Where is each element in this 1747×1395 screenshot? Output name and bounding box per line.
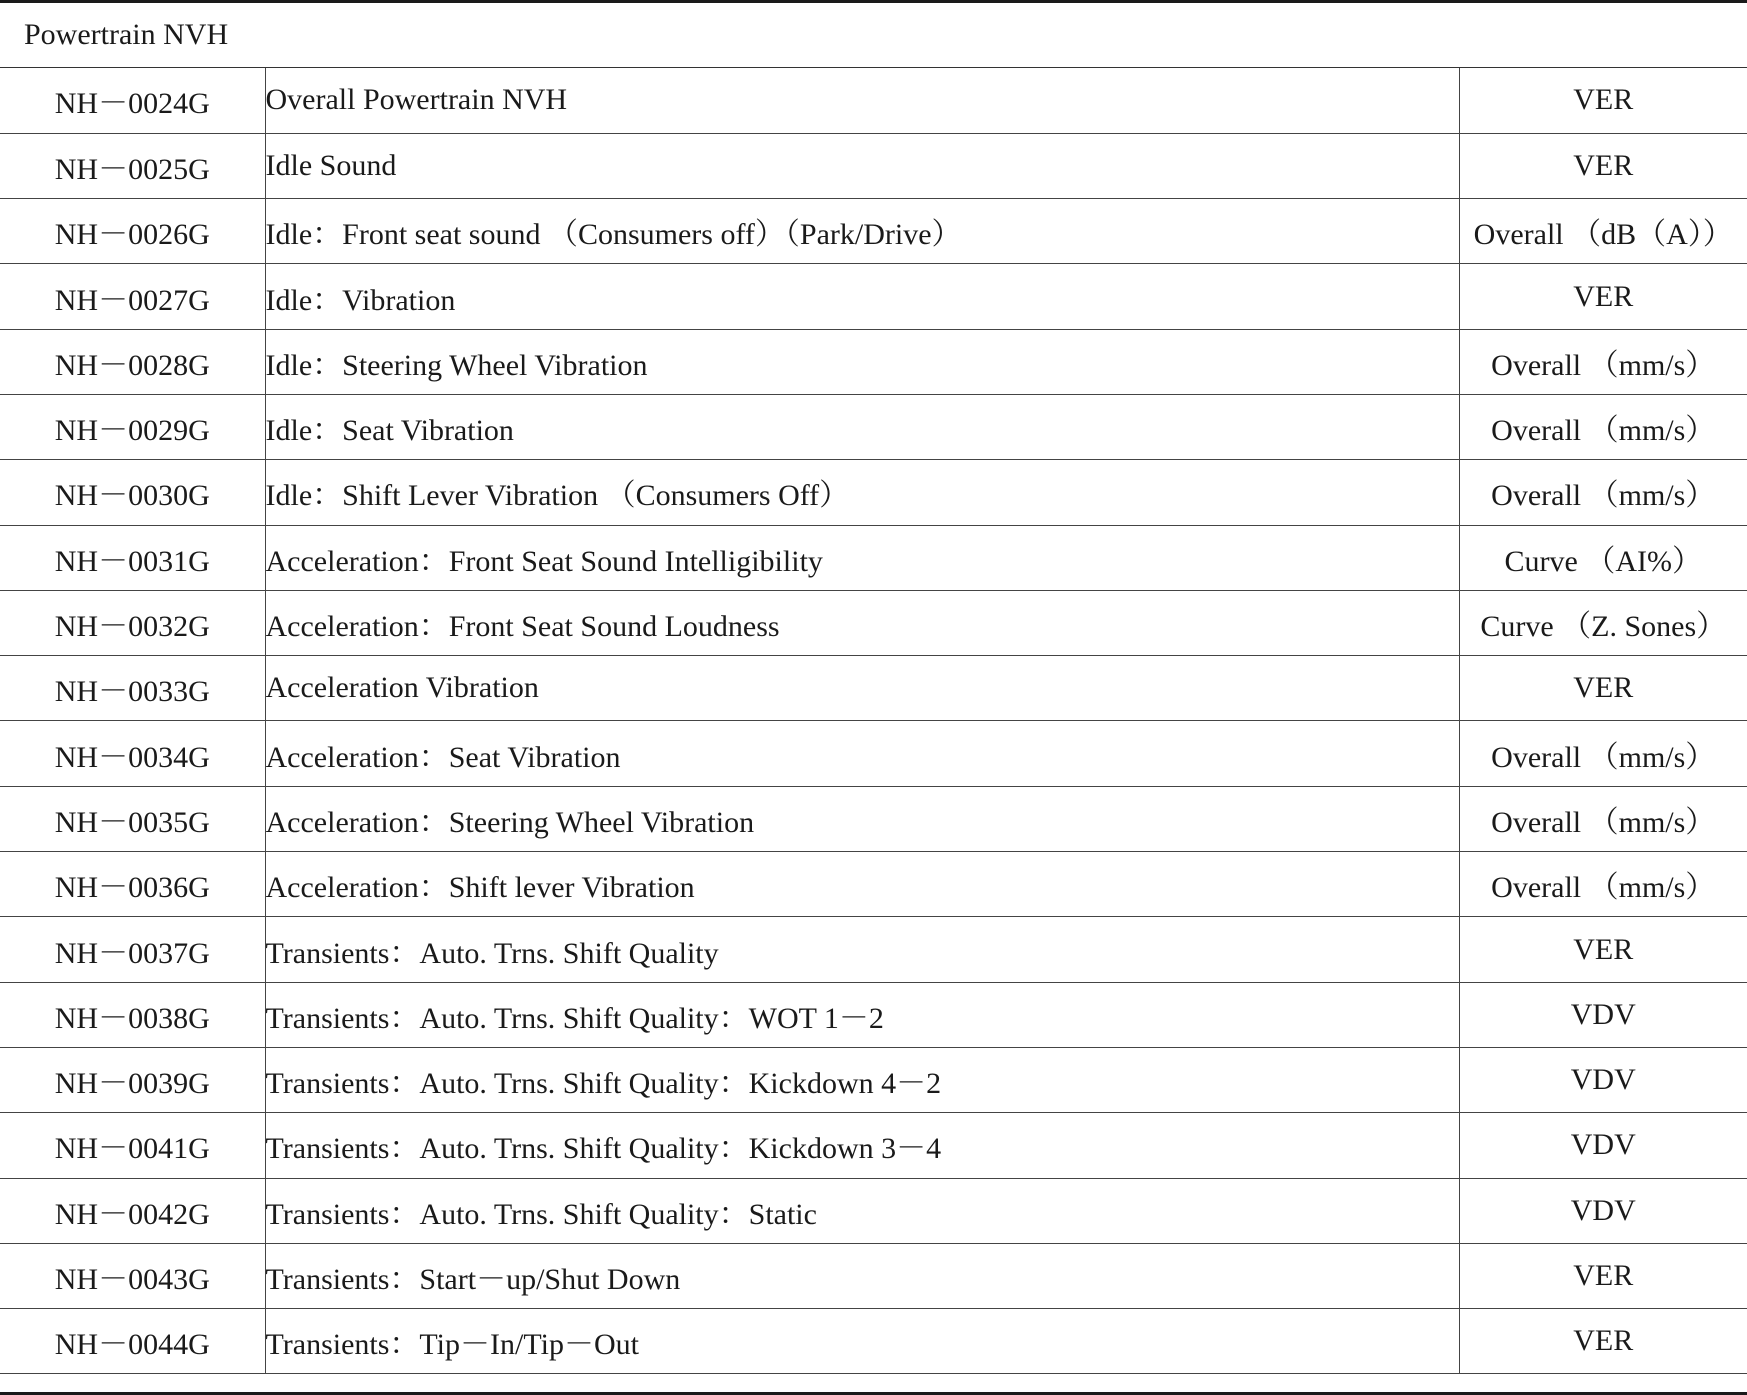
- table-row: [0, 852, 1747, 917]
- row-metric: VER: [1459, 656, 1747, 721]
- row-metric: Overall （dB（A））: [1459, 199, 1747, 264]
- row-code: NH－0042G: [0, 1178, 265, 1243]
- row-metric: Curve （AI%）: [1459, 525, 1747, 590]
- row-code: NH－0044G: [0, 1309, 265, 1374]
- row-description: Acceleration：Seat Vibration: [265, 721, 1459, 786]
- row-description: Idle：Vibration: [265, 264, 1459, 329]
- row-description: Transients：Auto. Trns. Shift Quality：Kickdown 3－4: [265, 1113, 1459, 1178]
- row-code: NH－0036G: [0, 852, 265, 917]
- row-metric: VER: [1459, 1309, 1747, 1374]
- table-row: [0, 721, 1747, 786]
- row-code: NH－0025G: [0, 133, 265, 198]
- row-code: NH－0038G: [0, 982, 265, 1047]
- row-description: Transients：Auto. Trns. Shift Quality：Kickdown 4－2: [265, 1047, 1459, 1112]
- table-body: [0, 68, 1747, 1374]
- row-code: NH－0026G: [0, 199, 265, 264]
- row-code: NH－0034G: [0, 721, 265, 786]
- table-row: [0, 1047, 1747, 1112]
- row-code: NH－0030G: [0, 460, 265, 525]
- row-description: Transients：Tip－In/Tip－Out: [265, 1309, 1459, 1374]
- row-metric: Overall （mm/s）: [1459, 329, 1747, 394]
- row-metric: Curve （Z. Sones）: [1459, 590, 1747, 655]
- table-row: [0, 68, 1747, 133]
- table-row: [0, 394, 1747, 459]
- row-metric: Overall （mm/s）: [1459, 786, 1747, 851]
- row-description: Overall Powertrain NVH: [265, 68, 1459, 133]
- row-code: NH－0028G: [0, 329, 265, 394]
- section-title: Powertrain NVH: [24, 18, 229, 51]
- row-code: NH－0043G: [0, 1243, 265, 1308]
- row-metric: VDV: [1459, 1178, 1747, 1243]
- row-code: NH－0035G: [0, 786, 265, 851]
- row-description: Acceleration：Front Seat Sound Loudness: [265, 590, 1459, 655]
- row-description: Idle：Seat Vibration: [265, 394, 1459, 459]
- table-row: [0, 460, 1747, 525]
- table-row: [0, 656, 1747, 721]
- table-row: [0, 1309, 1747, 1374]
- row-description: Idle：Shift Lever Vibration （Consumers Off）: [265, 460, 1459, 525]
- table-row: [0, 1113, 1747, 1178]
- row-code: NH－0039G: [0, 1047, 265, 1112]
- row-description: Idle：Front seat sound （Consumers off）（Park/Drive）: [265, 199, 1459, 264]
- row-code: NH－0027G: [0, 264, 265, 329]
- row-metric: Overall （mm/s）: [1459, 852, 1747, 917]
- table-row: [0, 982, 1747, 1047]
- row-metric: VER: [1459, 264, 1747, 329]
- row-metric: Overall （mm/s）: [1459, 460, 1747, 525]
- row-code: NH－0031G: [0, 525, 265, 590]
- row-description: Acceleration：Front Seat Sound Intelligibility: [265, 525, 1459, 590]
- row-metric: Overall （mm/s）: [1459, 394, 1747, 459]
- table-row: [0, 329, 1747, 394]
- table-row: [0, 525, 1747, 590]
- table-row: [0, 1243, 1747, 1308]
- row-description: Transients：Auto. Trns. Shift Quality：Static: [265, 1178, 1459, 1243]
- row-code: NH－0024G: [0, 68, 265, 133]
- row-description: Acceleration：Steering Wheel Vibration: [265, 786, 1459, 851]
- row-code: NH－0029G: [0, 394, 265, 459]
- table-row: [0, 590, 1747, 655]
- row-code: NH－0037G: [0, 917, 265, 982]
- row-metric: VER: [1459, 917, 1747, 982]
- table-row: [0, 133, 1747, 198]
- table-row: [0, 199, 1747, 264]
- row-description: Transients：Auto. Trns. Shift Quality: [265, 917, 1459, 982]
- row-description: Idle：Steering Wheel Vibration: [265, 329, 1459, 394]
- row-description: Transients：Start－up/Shut Down: [265, 1243, 1459, 1308]
- row-description: Acceleration Vibration: [265, 656, 1459, 721]
- row-code: NH－0033G: [0, 656, 265, 721]
- row-metric: VER: [1459, 68, 1747, 133]
- table-row: [0, 264, 1747, 329]
- row-metric: VER: [1459, 133, 1747, 198]
- table-row: [0, 917, 1747, 982]
- row-code: NH－0032G: [0, 590, 265, 655]
- row-description: Acceleration：Shift lever Vibration: [265, 852, 1459, 917]
- row-metric: VDV: [1459, 982, 1747, 1047]
- row-code: NH－0041G: [0, 1113, 265, 1178]
- row-metric: VER: [1459, 1243, 1747, 1308]
- row-description: Transients：Auto. Trns. Shift Quality：WOT 1－2: [265, 982, 1459, 1047]
- nvh-spec-table: [0, 68, 1747, 1374]
- row-description: Idle Sound: [265, 133, 1459, 198]
- row-metric: Overall （mm/s）: [1459, 721, 1747, 786]
- row-metric: VDV: [1459, 1047, 1747, 1112]
- table-row: [0, 1178, 1747, 1243]
- row-metric: VDV: [1459, 1113, 1747, 1178]
- table-row: [0, 786, 1747, 851]
